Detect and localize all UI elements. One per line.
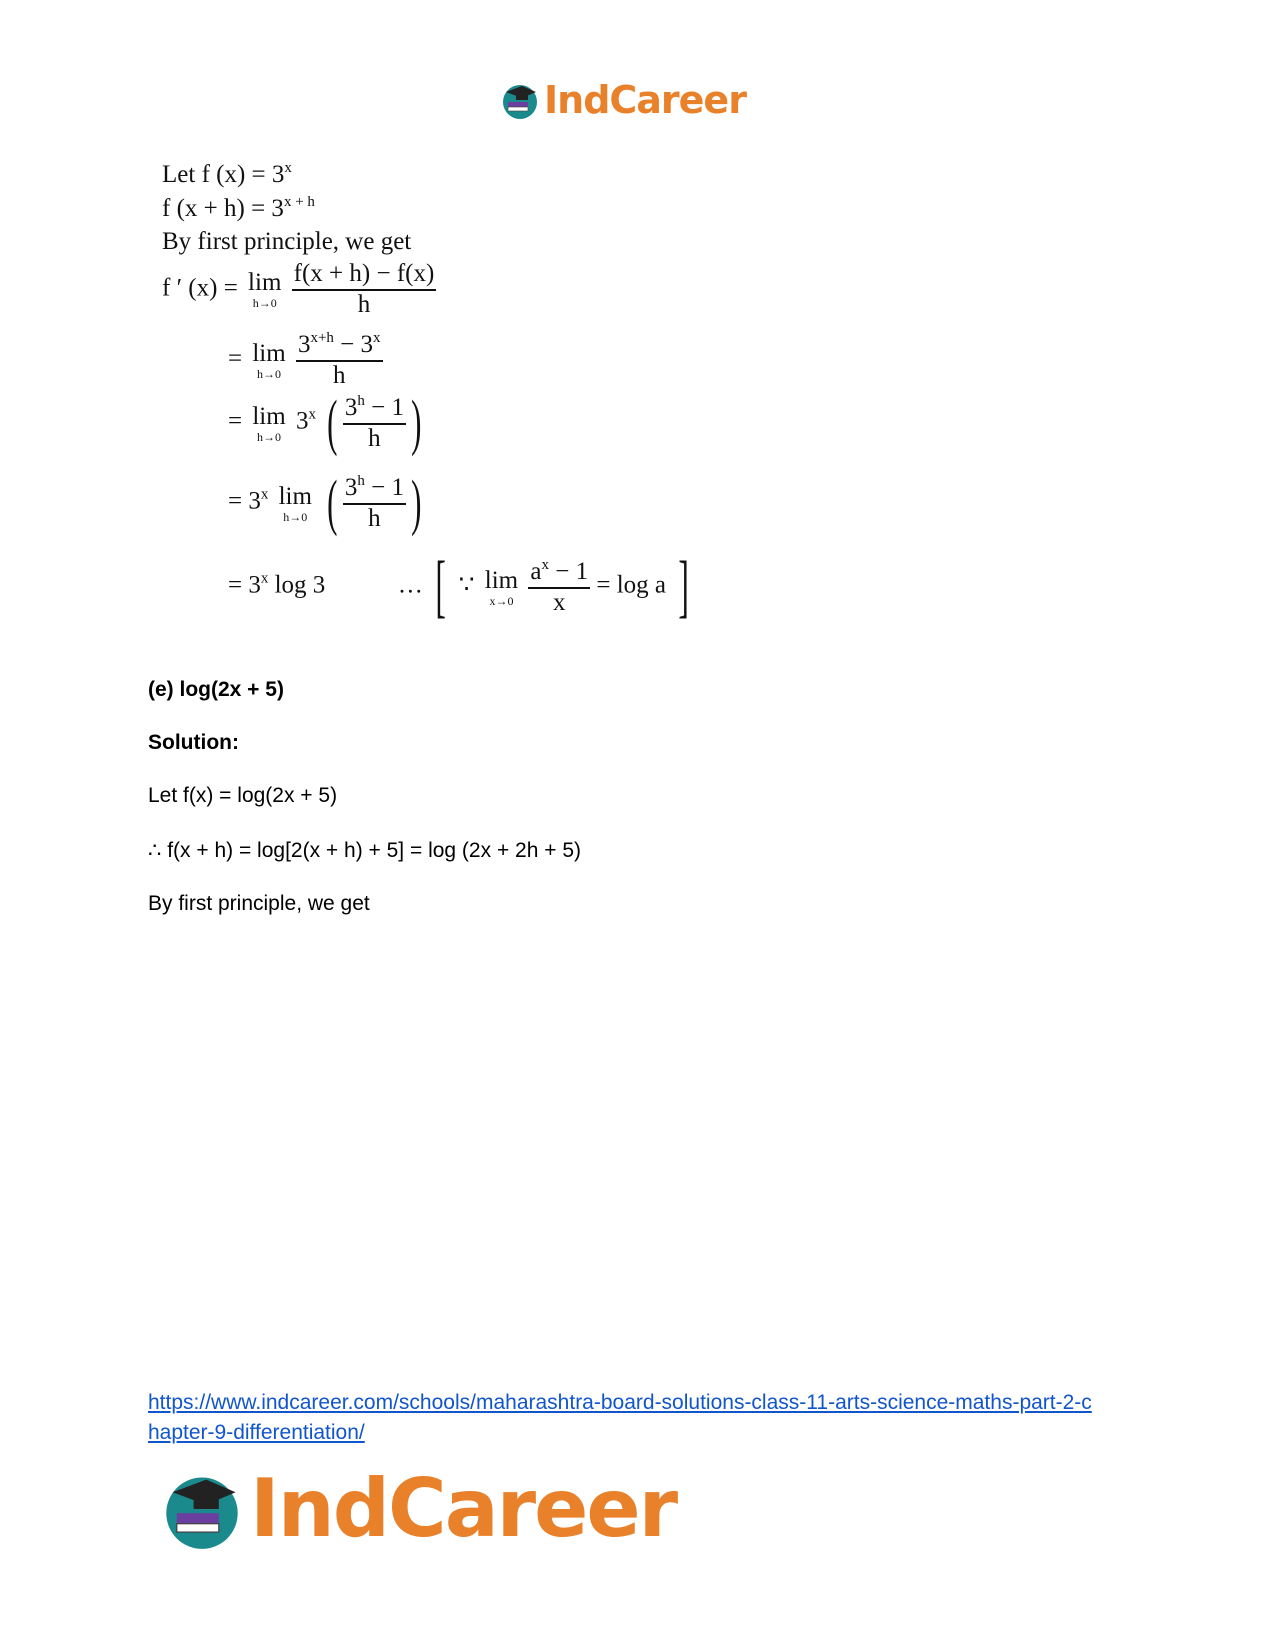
math-line-8: = 3$^x$ log 3 … [ ∵ lim x→0 $\frac{a^x - 1}{x}$ = log a ] [228, 548, 690, 625]
header-logo [500, 78, 746, 122]
math-line-3: By first principle, we get [162, 228, 412, 255]
logo-text: IndCareer [544, 78, 746, 122]
math-line-5: = lim h→0 $\frac{3^{x+h} - 3^x}{h}$ [228, 330, 381, 389]
math-derivation [160, 160, 690, 660]
solution-heading: Solution: [148, 731, 239, 754]
math-line-2: f $(x + h) = 3^{x + h}$ [162, 194, 315, 222]
question-e: (e) log(2x + 5) [148, 678, 284, 701]
logo-text: IndCareer [250, 1462, 677, 1555]
solution-line-1: Let f(x) = log(2x + 5) [148, 784, 338, 807]
math-line-4: f ′ (x) = lim h→0 $\frac{f(x + h) - f(x)}{h}$ [162, 260, 435, 318]
graduation-cap-icon [500, 80, 540, 120]
solution-line-3: By first principle, we get [148, 892, 370, 915]
graduation-cap-icon [160, 1467, 244, 1551]
footer-logo [160, 1462, 676, 1555]
source-link[interactable]: https://www.indcareer.com/schools/maharashtra-board-solutions-class-11-arts-science-maths-part-2-chapter-9-differentiation/ [148, 1391, 1092, 1444]
solution-line-2: ∴ f(x + h) = log[2(x + h) + 5] = log (2x + 2h + 5) [148, 839, 582, 862]
math-line-6: = lim h→0 3$^x$ ( $\frac{3^h - 1}{h}$ ) [228, 389, 422, 457]
math-line-7: = 3$^x$ lim h→0 ( $\frac{3^h - 1}{h}$ ) [228, 469, 422, 537]
math-line-1: Let f $(x) = 3^x$ [162, 160, 292, 188]
